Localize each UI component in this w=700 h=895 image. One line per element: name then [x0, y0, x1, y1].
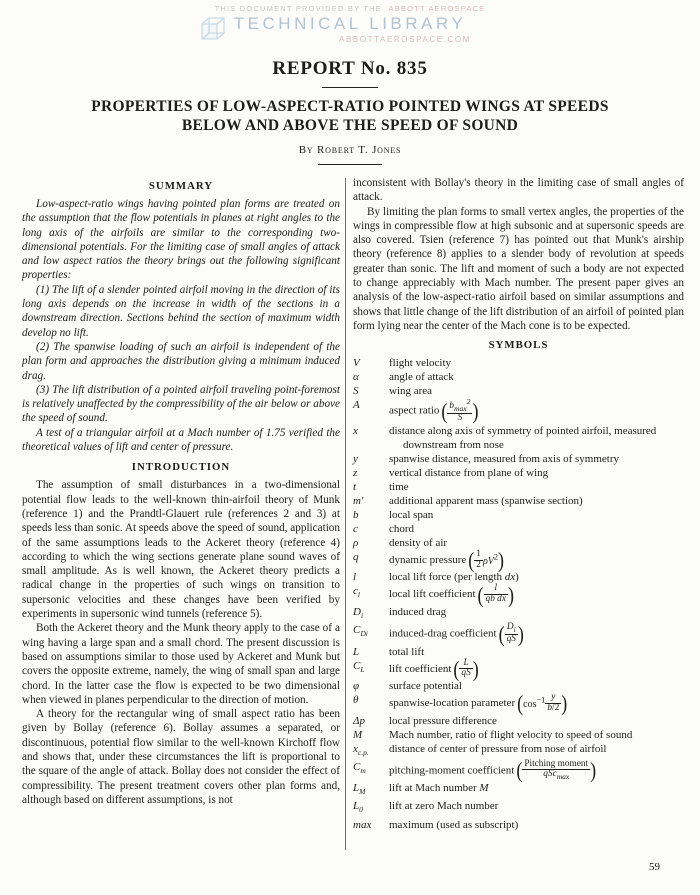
right-column — [353, 176, 684, 850]
abbott-aerospace-cube-icon — [198, 14, 232, 53]
symbol-row — [353, 466, 684, 480]
paper-title — [0, 97, 700, 136]
symbol-letter: $C_L$ — [353, 659, 365, 674]
symbol-definition: lift at zero Mach number — [389, 800, 499, 813]
symbol-letter: t — [353, 480, 357, 493]
symbol-definition: Mach number, ratio of flight velocity to speed of sound — [389, 728, 633, 741]
symbol-row — [353, 645, 684, 659]
symbols-heading: SYMBOLS — [488, 339, 549, 352]
symbol-row — [353, 452, 684, 466]
symbol-definition: aspect ratio ( $\frac{b_{max}^2}{S}$ ) — [389, 397, 479, 424]
symbol-row — [353, 818, 684, 832]
symbols-list — [353, 356, 684, 831]
symbol-letter: q — [353, 550, 359, 563]
symbol-definition: pitching-moment coefficient ( $\frac{\text{Pitching moment}}{qSc_{max}}$ ) — [389, 757, 597, 783]
byline-divider-rule — [318, 164, 382, 165]
introduction-heading: INTRODUCTION — [131, 461, 231, 474]
symbol-row — [353, 370, 684, 384]
column-divider-rule — [345, 178, 346, 850]
symbol-formula: ( $\frac{L}{qS}$ ) — [453, 656, 479, 682]
symbol-definition: lift at Mach number M — [389, 782, 489, 795]
symbol-row — [353, 656, 684, 682]
paper-title-line2: BELOW AND ABOVE THE SPEED OF SOUND — [181, 117, 519, 135]
symbol-letter: $D_i$ — [353, 605, 364, 621]
symbol-letter: A — [353, 399, 360, 412]
symbol-row — [353, 582, 684, 608]
symbol-row — [353, 547, 684, 573]
symbol-row — [353, 424, 684, 452]
paragraph: The assumption of small disturbances in a two-dimensional potential flow leads to the well-known thin-airfoil theory of Munk (reference 1) and the Prandtl-Glauert rule (references 2 and 3) at speeds less than sonic. At speeds above the speed of sound, application of the same assumptions leads to the Ackeret theory (reference 4) according to which the wing sections generate plane sound waves of small amplitude. As is well known, the Ackeret theory predicts a radical change in the properties of such wings on transition to supersonic velocities and these changes have been verified by experiments in supersonic wind tunnels (reference 5). — [22, 479, 340, 621]
symbol-letter: S — [353, 385, 359, 398]
symbol-definition: additional apparent mass (spanwise section) — [389, 494, 583, 507]
symbol-formula: ( $\frac{l}{\text{qb dx}}$ ) — [477, 582, 514, 608]
symbol-letter: α — [353, 371, 359, 384]
paragraph: Both the Ackeret theory and the Munk theory apply to the case of a wing having a large span and a small chord. The present discussion is based on assumptions similar to those used by Ackeret and Munk but covers the opposite extreme, namely, the wing of small span and large chord. In the latter case the flow is expected to be two dimensional when viewed in planes perpendicular to the direction of motion. — [22, 622, 340, 706]
symbol-definition: spanwise distance, measured from axis of symmetry — [389, 452, 620, 465]
paragraph: A theory for the rectangular wing of small aspect ratio has been given by Bollay (reference 6). Bollay assumes a separated, or discontinuous, potential flow similar to the well-known Kirchoff flow and shows that, under these circumstances the lift is proportional to the square of the angle of attack. Bollay does not consider the effect of compressibility. The present treatment covers other plan forms and, although based on different assumptions, is not — [22, 708, 340, 806]
watermark-brand: ABBOTT AEROSPACE — [388, 4, 486, 13]
symbol-row — [353, 570, 684, 584]
symbol-letter: Δp — [353, 714, 365, 727]
symbol-row — [353, 398, 684, 424]
symbol-row — [353, 799, 684, 817]
symbol-definition: flight velocity — [389, 357, 452, 370]
symbol-definition: distance of center of pressure from nose of airfoil — [389, 742, 607, 755]
symbol-letter: l — [353, 571, 357, 584]
symbol-letter: V — [353, 357, 360, 370]
symbol-row — [353, 690, 684, 716]
symbol-letter: y — [353, 452, 358, 465]
symbol-definition: local pressure difference — [389, 714, 497, 727]
symbol-row — [353, 621, 684, 647]
symbol-definition: chord — [389, 522, 415, 535]
symbol-formula: ($\cos^{-1}$ $\frac{y}{b/2}$ ) — [517, 690, 568, 716]
symbol-row — [353, 522, 684, 536]
title-divider-rule — [322, 87, 378, 88]
symbol-definition: induced-drag coefficient ( $\frac{D_i}{qS}$ ) — [389, 621, 524, 647]
symbol-definition: density of air — [389, 536, 448, 549]
symbol-letter: M — [353, 728, 363, 741]
watermark-library-title: TECHNICAL LIBRARY — [233, 14, 467, 33]
symbol-formula: ( $\frac{\text{Pitching moment}}{qSc_{max}}$ ) — [516, 757, 597, 783]
two-column-body — [22, 176, 684, 850]
watermark-provider-line: THIS DOCUMENT PROVIDED BY THE ABBOTT AEROSPACE — [214, 4, 486, 13]
watermark-header — [190, 4, 510, 44]
watermark-url: ABBOTTAEROSPACE.COM — [339, 35, 471, 44]
symbol-row — [353, 781, 684, 799]
symbol-row — [353, 757, 684, 783]
left-column — [22, 176, 340, 850]
introduction-paragraphs — [22, 478, 340, 807]
symbol-letter: $L_0$ — [353, 800, 363, 815]
symbol-row — [353, 508, 684, 522]
symbol-letter: c — [353, 522, 358, 535]
symbol-letter: $C_m$ — [353, 760, 366, 775]
symbol-formula: ( $\frac{D_i}{qS}$ ) — [498, 621, 524, 647]
symbol-definition: local lift force (per length dx) — [389, 571, 519, 584]
paragraph: (3) The lift distribution of a pointed airfoil traveling point-foremost is relatively unaffected by the compressibility of the air below or above the speed of sound. — [22, 383, 340, 425]
symbol-definition: lift coefficient ( $\frac{L}{qS}$ ) — [389, 656, 479, 682]
symbol-letter: m′ — [353, 494, 364, 507]
report-number: REPORT No. 835 — [272, 58, 428, 79]
right-column-paragraphs — [353, 176, 684, 333]
paragraph: (1) The lift of a slender pointed airfoil moving in the direction of its long axis depends on the increase in width of the sections in a downstream direction. Sections behind the section of maximum width develop no lift. — [22, 283, 340, 339]
paragraph: inconsistent with Bollay's theory in the limiting case of small angles of attack. — [353, 177, 684, 204]
symbol-formula: ( $\frac{1}{2}$ $\rho V^2$) — [468, 547, 505, 573]
symbol-letter: max — [353, 818, 372, 831]
paragraph: By limiting the plan forms to small vertex angles, the properties of the wings in compressible flow at high subsonic and at supersonic speeds are also covered. Tsien (reference 7) has pointed out that Munk's airship theory (reference 8) applies to a slender body of revolution at speeds greater than sonic. The lift and moment of such a body are not expected to change appreciably with Mach number. The present paper gives an analysis of the low-aspect-ratio airfoil based on similar assumptions and shows that little change of the lift distribution of an airfoil of pointed plan form lying near the center of the Mach cone is to be expected. — [353, 205, 684, 332]
symbol-letter: $c_l$ — [353, 585, 360, 600]
summary-heading: SUMMARY — [148, 180, 214, 192]
symbol-row — [353, 605, 684, 623]
symbol-definition: local span — [389, 508, 434, 521]
symbol-letter: θ — [353, 694, 359, 707]
symbol-definition: dynamic pressure ( $\frac{1}{2}$ $\rho V^2$) — [389, 547, 505, 573]
symbol-definition: spanwise-location parameter ($\cos^{-1}$ $\frac{y}{b/2}$ ) — [389, 690, 568, 716]
symbol-row — [353, 714, 684, 728]
title-block — [0, 58, 700, 165]
symbol-letter: z — [353, 466, 358, 479]
paragraph: A test of a triangular airfoil at a Mach number of 1.75 verified the theoretical values of lift and center of pressure. — [22, 426, 340, 454]
symbol-letter: φ — [353, 680, 360, 693]
symbol-row — [353, 356, 684, 370]
symbol-definition: time — [389, 480, 409, 493]
symbol-definition: wing area — [389, 385, 433, 398]
symbol-definition: maximum (used as subscript) — [389, 818, 519, 831]
symbol-definition: vertical distance from plane of wing — [389, 466, 549, 479]
symbol-letter: $x_{c.p.}$ — [353, 742, 369, 757]
paper-title-line1: PROPERTIES OF LOW-ASPECT-RATIO POINTED WINGS AT SPEEDS — [91, 98, 609, 115]
paragraph: Low-aspect-ratio wings having pointed plan forms are treated on the assumption that the flow potentials in planes at right angles to the long axis of the airfoils are similar to the corresponding two-dimensional potentials. For the limiting case of small angles of attack and low aspect ratios the theory brings out the following significant properties: — [22, 198, 340, 282]
page-number: 59 — [649, 861, 660, 873]
symbol-row — [353, 480, 684, 494]
symbol-row — [353, 536, 684, 550]
symbol-definition: local lift coefficient ( $\frac{l}{\text{qb dx}}$ ) — [389, 582, 514, 608]
symbol-definition: angle of attack — [389, 371, 454, 384]
symbol-letter: L — [353, 645, 360, 658]
symbol-letter: ρ — [353, 536, 359, 549]
symbol-definition: surface potential — [389, 680, 462, 693]
symbol-definition: distance along axis of symmetry of pointed airfoil, measured downstream from nose — [389, 424, 657, 451]
paragraph: (2) The spanwise loading of such an airfoil is independent of the plan form and approaches the distribution giving a minimum induced drag. — [22, 340, 340, 382]
symbol-letter: b — [353, 508, 359, 521]
symbol-letter: $C_{Di}$ — [353, 624, 368, 639]
symbol-definition: total lift — [389, 645, 425, 658]
symbol-row — [353, 384, 684, 398]
symbol-letter: x — [353, 424, 358, 437]
author-byline: By Robert T. Jones — [298, 143, 402, 156]
symbol-row — [353, 728, 684, 742]
symbol-definition: induced drag — [389, 605, 447, 618]
symbol-letter: $L_M$ — [353, 782, 366, 797]
summary-paragraphs — [22, 197, 340, 454]
symbol-row — [353, 494, 684, 508]
symbol-formula: ( $\frac{b_{max}^2}{S}$ ) — [441, 397, 479, 424]
